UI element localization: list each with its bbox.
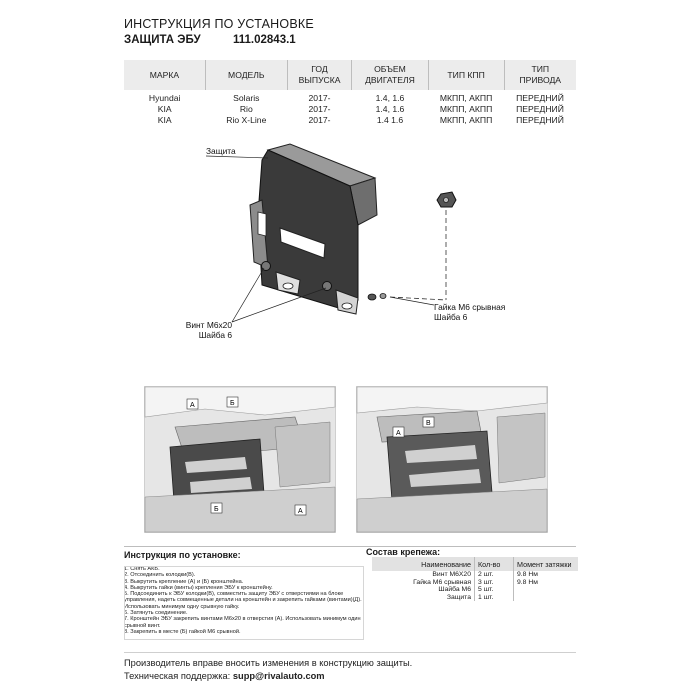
list-item: 3. Выкрутить крепление (А) и (Б) кронштейна. bbox=[124, 578, 244, 585]
mount-tab-hole bbox=[342, 303, 352, 309]
flange-nut-hole bbox=[444, 198, 449, 203]
col-engine: ОБЪЕМ ДВИГАТЕЛЯ bbox=[352, 60, 428, 90]
list-item: 8. Закрепить в месте (Б) гайкой М6 срывной. bbox=[124, 628, 241, 635]
photo-marker: A bbox=[190, 402, 195, 409]
list-item: 2. Отсоединить колодки(В). bbox=[124, 572, 196, 579]
list-item: управления, надеть совмещенные детали на кронштейн и закрепить гайками (винтами)(Д). bbox=[124, 597, 362, 604]
support-email-link[interactable]: supp@rivalauto.com bbox=[232, 671, 325, 681]
col-model: МОДЕЛЬ bbox=[205, 60, 287, 90]
table-row: Гайка М6 срывная 3 шт. 9.8 Нм bbox=[372, 579, 578, 587]
guard-slot bbox=[258, 212, 266, 236]
washer-icon bbox=[380, 294, 386, 299]
label-nut: Гайка М6 срывная Шайба 6 bbox=[434, 302, 506, 322]
washer-icon bbox=[368, 294, 376, 300]
list-item: 7. Кронштейн ЭБУ закрепить винтами М6х20 в отверстия (А). Использовать минимум один bbox=[124, 616, 361, 623]
photo-marker: B bbox=[426, 420, 431, 427]
list-item: 6. Затянуть соединение. bbox=[124, 610, 188, 617]
photo-marker: A bbox=[298, 508, 303, 515]
col-transmission: ТИП КПП bbox=[428, 60, 504, 90]
table-row: Винт М6Х20 2 шт. 9.8 Нм bbox=[372, 571, 578, 579]
instructions-list bbox=[124, 566, 362, 635]
mount-tab-hole bbox=[283, 283, 293, 289]
leader-line bbox=[232, 288, 326, 322]
fasteners-header-row: Наименование Кол-во Момент затяжки bbox=[372, 557, 578, 571]
photo-marker: Б bbox=[214, 506, 219, 513]
label-bolt: Винт М6х20 Шайба 6 bbox=[185, 320, 232, 340]
document-title: ИНСТРУКЦИЯ ПО УСТАНОВКЕ bbox=[124, 17, 314, 31]
list-item: срывной винт. bbox=[124, 622, 161, 629]
article-number: 111.02843.1 bbox=[233, 34, 296, 46]
photo-marker: A bbox=[396, 430, 401, 437]
col-year: ГОД ВЫПУСКА bbox=[287, 60, 351, 90]
photo-marker: Б bbox=[230, 400, 235, 407]
table-row: Hyundai Solaris 2017- 1.4, 1.6 МКПП, АКПП ПЕРЕДНИЙ bbox=[148, 93, 564, 103]
list-item: 5. Подсоединить к ЭБУ колодки(В), совместить защиту ЭБУ с отверстиями на блоке bbox=[124, 591, 344, 598]
table-row: KIA Rio 2017- 1.4, 1.6 МКПП, АКПП ПЕРЕДНИЙ bbox=[157, 104, 564, 114]
footer-support: Техническая поддержка: supp@rivalauto.com bbox=[124, 671, 325, 681]
list-item: 4. Выкрутить гайки (винты) крепления ЭБУ к кронштейну. bbox=[124, 584, 273, 591]
bolt-head bbox=[323, 282, 332, 291]
footer-divider bbox=[124, 652, 576, 653]
col-drive: ТИП ПРИВОДА bbox=[504, 60, 576, 90]
fasteners-table bbox=[372, 557, 578, 601]
table-row: Шайба М6 5 шт. bbox=[372, 586, 578, 594]
table-row: Защита 1 шт. bbox=[372, 594, 578, 602]
instructions-title: Инструкция по установке: bbox=[124, 550, 241, 560]
list-item: 1. Снять АКБ. bbox=[124, 566, 160, 572]
leader-line bbox=[206, 156, 268, 158]
list-item: Использовать минимум одну срывную гайку. bbox=[124, 603, 240, 610]
installation-photo-left bbox=[144, 386, 336, 533]
leader-line bbox=[390, 297, 434, 305]
fasteners-title: Состав крепежа: bbox=[366, 547, 441, 557]
table-row: KIA Rio X-Line 2017- 1.4 1.6 МКПП, АКПП ПЕРЕДНИЙ bbox=[157, 115, 564, 125]
bolt-head bbox=[262, 262, 271, 271]
product-name: ЗАЩИТА ЭБУ bbox=[124, 34, 201, 46]
leader-line bbox=[232, 268, 264, 322]
footer-notice: Производитель вправе вносить изменения в конструкцию защиты. bbox=[124, 658, 413, 668]
installation-photo-right bbox=[356, 386, 548, 533]
label-guard: Защита bbox=[206, 146, 236, 156]
col-brand: МАРКА bbox=[124, 60, 205, 90]
section-divider bbox=[124, 546, 576, 547]
